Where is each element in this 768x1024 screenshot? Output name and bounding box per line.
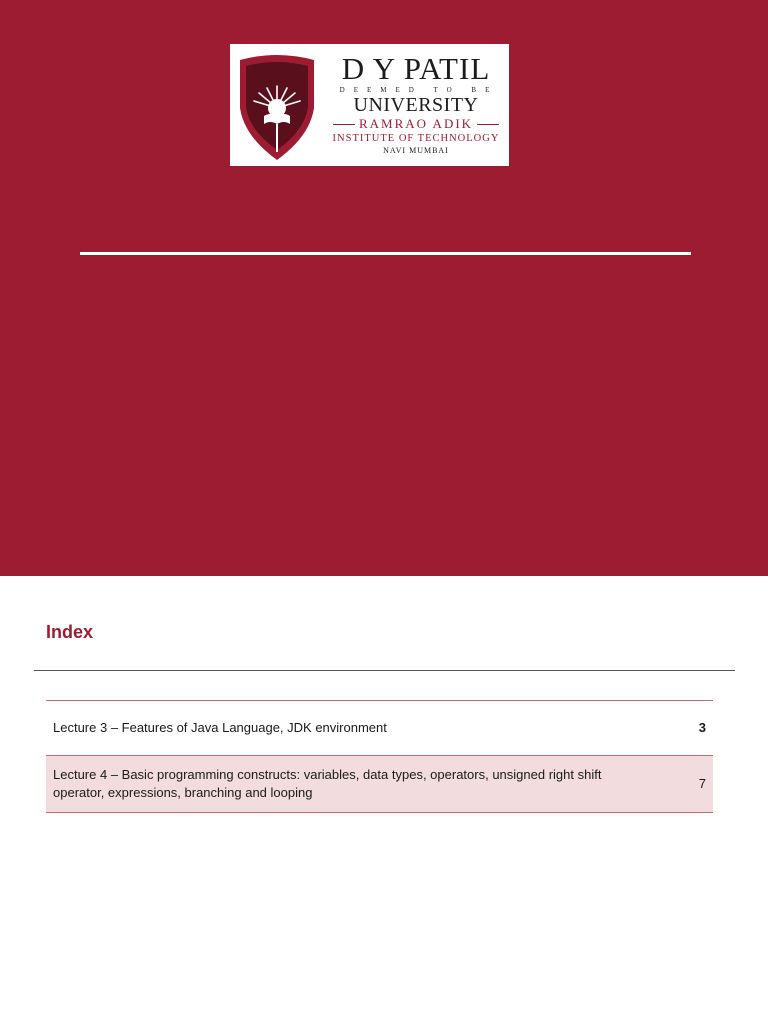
index-row-lecture-4 xyxy=(46,756,713,813)
index-row-page: 3 xyxy=(698,720,706,735)
logo-rule-left xyxy=(333,124,355,125)
index-row-page: 7 xyxy=(698,776,706,791)
shield-emblem-icon xyxy=(236,50,318,162)
logo-line-ramrao xyxy=(326,116,506,132)
logo-line-ramrao-text: RAMRAO ADIK xyxy=(358,116,474,131)
university-logo xyxy=(230,44,509,166)
logo-wordmark xyxy=(326,52,506,156)
cover-divider xyxy=(80,252,691,255)
logo-rule-right xyxy=(477,124,499,125)
index-row-lecture-3 xyxy=(46,701,713,756)
logo-line-university: UNIVERSITY xyxy=(353,94,479,116)
index-divider xyxy=(34,670,735,671)
logo-line-university-name: D Y PATIL xyxy=(341,51,491,86)
logo-line-deemed: DEEMED TO BE xyxy=(339,86,499,94)
logo-line-city: NAVI MUMBAI xyxy=(383,146,449,155)
logo-line-institute: INSTITUTE OF TECHNOLOGY xyxy=(332,133,500,144)
index-row-title: Lecture 3 – Features of Java Language, JDK environment xyxy=(53,720,387,735)
index-row-title: Lecture 4 – Basic programming constructs: variables, data types, operators, unsigned right shift operator, expressions, branching and looping xyxy=(53,767,602,800)
index-table xyxy=(46,700,713,813)
index-heading: Index xyxy=(46,622,94,642)
